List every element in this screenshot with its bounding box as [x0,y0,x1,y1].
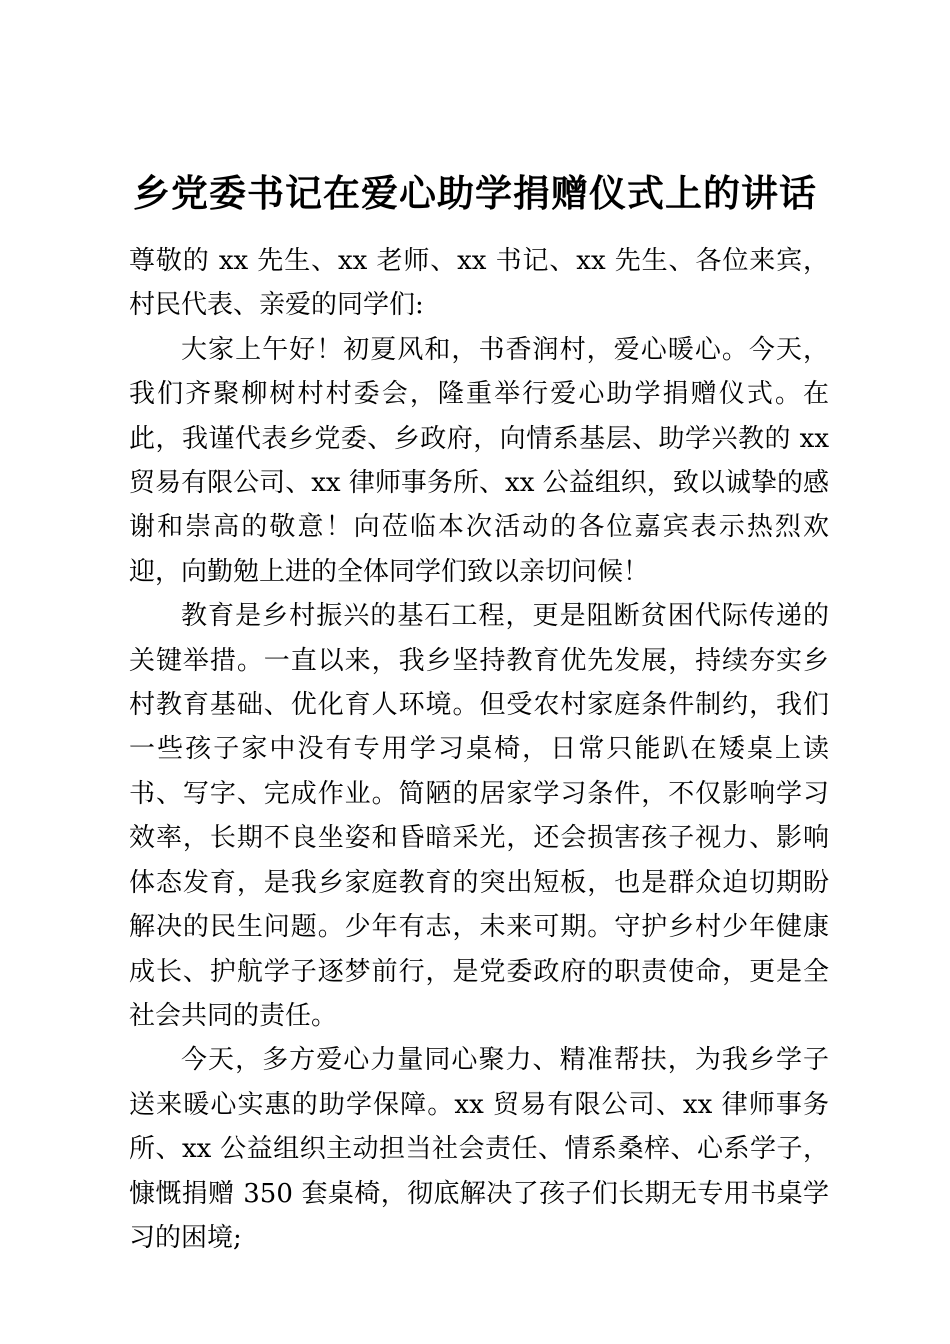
salutation: 尊敬的 xx 先生、xx 老师、xx 书记、xx 先生、各位来宾，村民代表、亲爱的同学们: [129,246,829,321]
paragraph-1: 大家上午好！初夏风和，书香润村，爱心暖心。今天，我们齐聚柳树村村委会，隆重举行爱心助学捐赠仪式。在此，我谨代表乡党委、乡政府，向情系基层、助学兴教的 xx 贸易有限公司、xx 律师事务所、xx 公益组织，致以诚挚的感谢和崇高的敬意！向莅临本次活动的各位嘉宾表示热烈欢迎，向勤勉上进的全体同学们致以亲切问候！ [129,334,829,587]
document-body [129,239,829,1260]
paragraph-3: 今天，多方爱心力量同心聚力、精准帮扶，为我乡学子送来暖心实惠的助学保障。xx 贸易有限公司、xx 律师事务所、xx 公益组织主动担当社会责任、情系桑梓、心系学子，慷慨捐赠 350 套桌椅，彻底解决了孩子们长期无专用书桌学习的困境; [129,1045,829,1253]
document-title: 乡党委书记在爱心助学捐赠仪式上的讲话 [133,172,817,215]
paragraph-2: 教育是乡村振兴的基石工程，更是阻断贫困代际传递的关键举措。一直以来，我乡坚持教育优先发展，持续夯实乡村教育基础、优化育人环境。但受农村家庭条件制约，我们一些孩子家中没有专用学习桌椅，日常只能趴在矮桌上读书、写字、完成作业。简陋的居家学习条件，不仅影响学习效率，长期不良坐姿和昏暗采光，还会损害孩子视力、影响体态发育，是我乡家庭教育的突出短板，也是群众迫切期盼解决的民生问题。少年有志，未来可期。守护乡村少年健康成长、护航学子逐梦前行，是党委政府的职责使命，更是全社会共同的责任。 [129,601,829,1031]
